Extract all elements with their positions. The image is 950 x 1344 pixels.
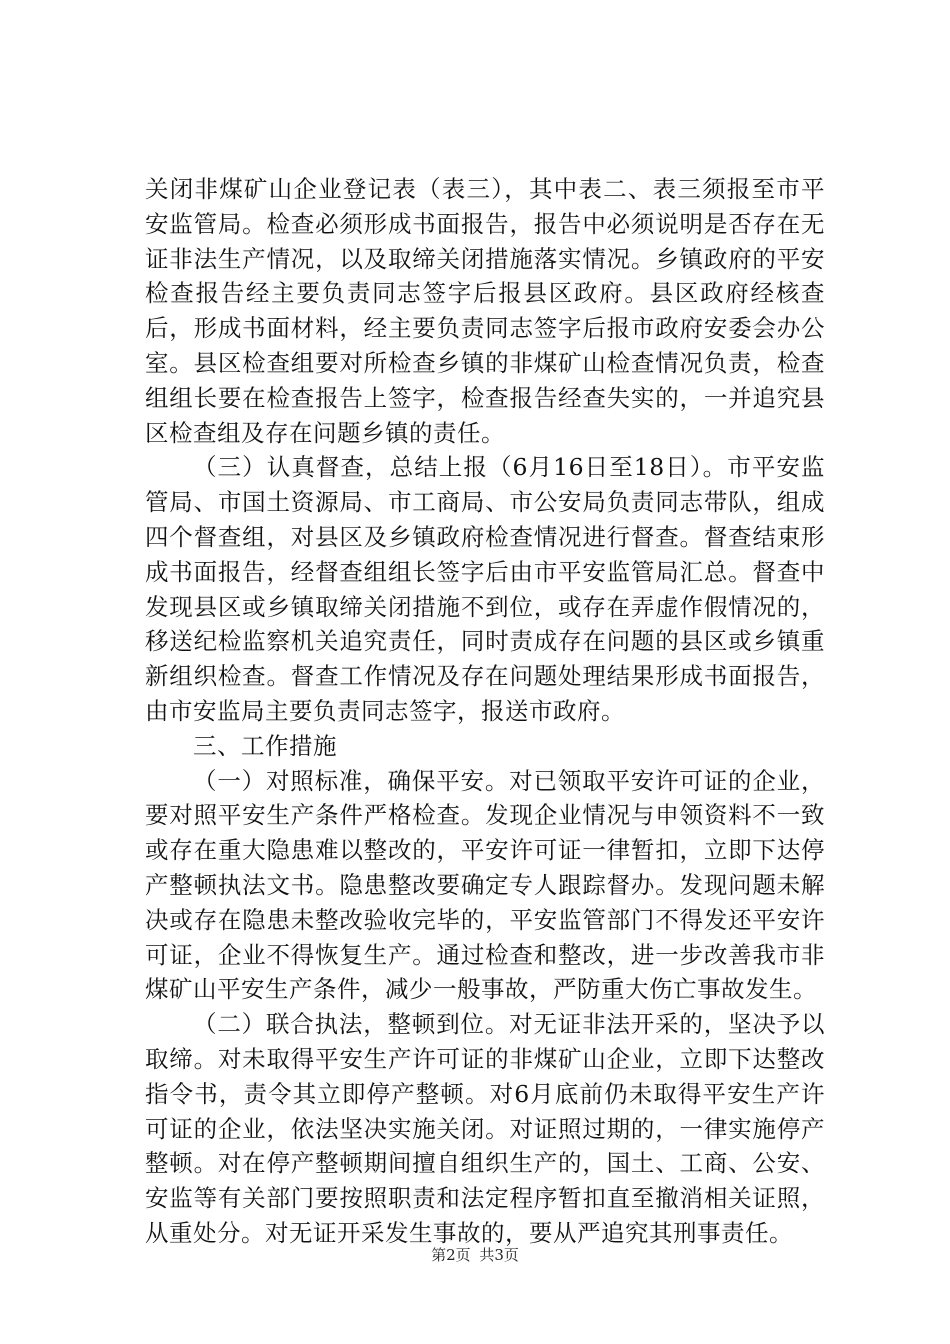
page-total: 共3页	[479, 1246, 519, 1264]
paragraph-measure-one: （一）对照标准，确保平安。对已领取平安许可证的企业，要对照平安生产条件严格检查。发现企业情况与申领资料不一致或存在重大隐患难以整改的，平安许可证一律暂扣，立即下达停产整顿执法文书。隐患整改要确定专人跟踪督办。发现问题未解决或存在隐患未整改验收完毕的，平安监管部门不得发还平安许可证，企业不得恢复生产。通过检查和整改，进一步改善我市非煤矿山平安生产条件，减少一般事故，严防重大伤亡事故发生。	[145, 766, 825, 1004]
paragraph-measure-two: （二）联合执法，整顿到位。对无证非法开采的，坚决予以取缔。对未取得平安生产许可证的非煤矿山企业，立即下达整改指令书，责令其立即停产整顿。对6月底前仍未取得平安生产许可证的企业，依法坚决实施关闭。对证照过期的，一律实施停产整顿。对在停产整顿期间擅自组织生产的，国土、工商、公安、安监等有关部门要按照职责和法定程序暂扣直至撤消相关证照，从重处分。对无证开采发生事故的，要从严追究其刑事责任。	[145, 1010, 825, 1247]
paragraph-supervision: （三）认真督查，总结上报（6月16日至18日）。市平安监管局、市国土资源局、市工商局、市公安局负责同志带队，组成四个督查组，对县区及乡镇政府检查情况进行督查。督查结束形成书面报告，经督查组组长签字后由市平安监管局汇总。督查中发现县区或乡镇取缔关闭措施不到位，或存在弄虚作假情况的，移送纪检监察机关追究责任，同时责成存在问题的县区或乡镇重新组织检查。督查工作情况及存在问题处理结果形成书面报告，由市安监局主要负责同志签字，报送市政府。	[145, 453, 825, 725]
section-heading-work-measures: 三、工作措施	[193, 731, 337, 760]
page-number: 第2页	[431, 1246, 471, 1264]
paragraph-continuation: 关闭非煤矿山企业登记表（表三），其中表二、表三须报至市平安监管局。检查必须形成书面报告，报告中必须说明是否存在无证非法生产情况，以及取缔关闭措施落实情况。乡镇政府的平安检查报告经主要负责同志签字后报县区政府。县区政府经核查后，形成书面材料，经主要负责同志签字后报市政府安委会办公室。县区检查组要对所检查乡镇的非煤矿山检查情况负责，检查组组长要在检查报告上签字，检查报告经查失实的，一并追究县区检查组及存在问题乡镇的责任。	[145, 175, 825, 447]
page-footer	[0, 1245, 950, 1265]
document-body	[145, 172, 825, 1251]
